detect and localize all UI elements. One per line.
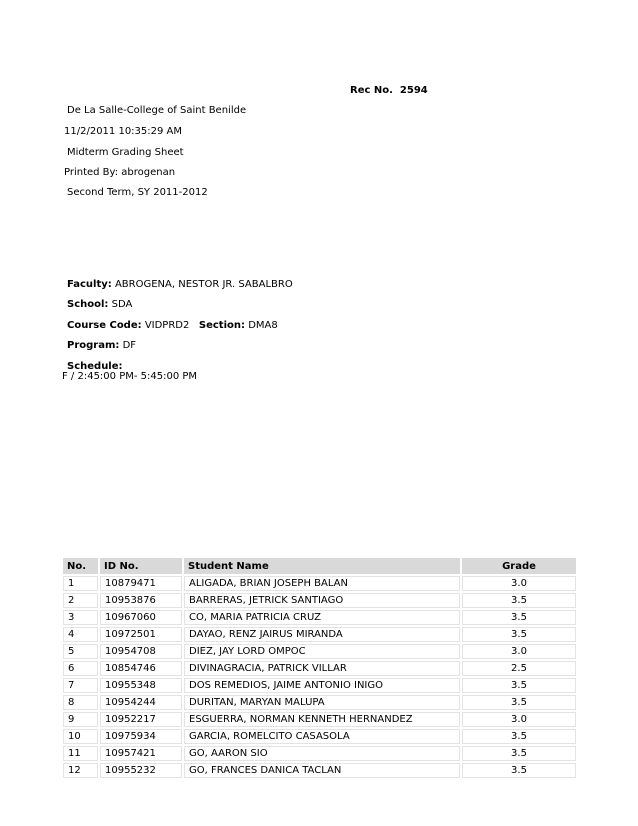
- printed-by-label: Printed By:: [64, 167, 119, 178]
- row-name: CO, MARIA PATRICIA CRUZ: [184, 610, 460, 625]
- program-label: Program:: [67, 340, 120, 351]
- header-id: ID No.: [100, 558, 182, 574]
- row-id: 10954244: [100, 695, 182, 710]
- row-no: 4: [63, 627, 98, 642]
- row-name: DAYAO, RENZ JAIRUS MIRANDA: [184, 627, 460, 642]
- table-row: [63, 576, 576, 591]
- row-no: 1: [63, 576, 98, 591]
- course-code-value: VIDPRD2: [144, 320, 190, 331]
- table-row: [63, 712, 576, 727]
- header-name: Student Name: [184, 558, 460, 574]
- row-name: DURITAN, MARYAN MALUPA: [184, 695, 460, 710]
- rec-number-line: [350, 85, 428, 96]
- row-no: 11: [63, 746, 98, 761]
- school-name: De La Salle-College of Saint Benilde: [67, 105, 247, 116]
- row-id: 10854746: [100, 661, 182, 676]
- row-no: 9: [63, 712, 98, 727]
- print-datetime: 11/2/2011 10:35:29 AM: [64, 126, 183, 137]
- row-grade: 3.5: [462, 627, 576, 642]
- table-row: [63, 661, 576, 676]
- row-no: 3: [63, 610, 98, 625]
- row-grade: 3.5: [462, 610, 576, 625]
- table-row: [63, 763, 576, 778]
- row-name: DIVINAGRACIA, PATRICK VILLAR: [184, 661, 460, 676]
- row-grade: 3.5: [462, 695, 576, 710]
- table-row: [63, 678, 576, 693]
- row-grade: 3.5: [462, 593, 576, 608]
- grades-table: [61, 556, 578, 780]
- row-no: 8: [63, 695, 98, 710]
- faculty-label: Faculty:: [67, 279, 112, 290]
- row-id: 10955232: [100, 763, 182, 778]
- row-id: 10957421: [100, 746, 182, 761]
- table-row: [63, 729, 576, 744]
- row-name: GARCIA, ROMELCITO CASASOLA: [184, 729, 460, 744]
- section-value: DMA8: [248, 320, 278, 331]
- school-value: SDA: [111, 299, 133, 310]
- schedule-value: F / 2:45:00 PM- 5:45:00 PM: [62, 371, 198, 382]
- row-no: 10: [63, 729, 98, 744]
- row-grade: 3.5: [462, 729, 576, 744]
- row-id: 10967060: [100, 610, 182, 625]
- row-id: 10952217: [100, 712, 182, 727]
- faculty-value: ABROGENA, NESTOR JR. SABALBRO: [114, 279, 293, 290]
- row-id: 10953876: [100, 593, 182, 608]
- table-row: [63, 627, 576, 642]
- table-row: [63, 746, 576, 761]
- table-header-row: [63, 558, 576, 574]
- school-line: [67, 299, 132, 310]
- row-no: 12: [63, 763, 98, 778]
- sheet-title: Midterm Grading Sheet: [67, 147, 184, 158]
- course-line: [67, 320, 278, 331]
- section-label: Section:: [198, 320, 245, 331]
- row-grade: 2.5: [462, 661, 576, 676]
- row-grade: 3.0: [462, 576, 576, 591]
- faculty-line: [67, 279, 293, 290]
- rec-label: Rec No.: [350, 85, 393, 96]
- printed-by: [64, 167, 175, 178]
- row-name: ALIGADA, BRIAN JOSEPH BALAN: [184, 576, 460, 591]
- row-id: 10972501: [100, 627, 182, 642]
- row-name: DOS REMEDIOS, JAIME ANTONIO INIGO: [184, 678, 460, 693]
- table-row: [63, 610, 576, 625]
- table-row: [63, 593, 576, 608]
- header-grade: Grade: [462, 558, 576, 574]
- row-id: 10955348: [100, 678, 182, 693]
- table-row: [63, 695, 576, 710]
- row-grade: 3.0: [462, 712, 576, 727]
- row-name: GO, AARON SIO: [184, 746, 460, 761]
- program-line: [67, 340, 136, 351]
- schedule-label: Schedule:: [67, 361, 123, 372]
- printed-by-value: abrogenan: [121, 167, 176, 178]
- row-name: BARRERAS, JETRICK SANTIAGO: [184, 593, 460, 608]
- course-code-label: Course Code:: [67, 320, 142, 331]
- table-row: [63, 644, 576, 659]
- row-id: 10879471: [100, 576, 182, 591]
- row-grade: 3.5: [462, 763, 576, 778]
- row-name: DIEZ, JAY LORD OMPOC: [184, 644, 460, 659]
- row-no: 7: [63, 678, 98, 693]
- row-name: ESGUERRA, NORMAN KENNETH HERNANDEZ: [184, 712, 460, 727]
- row-name: GO, FRANCES DANICA TACLAN: [184, 763, 460, 778]
- row-no: 5: [63, 644, 98, 659]
- row-id: 10954708: [100, 644, 182, 659]
- row-no: 2: [63, 593, 98, 608]
- term: Second Term, SY 2011-2012: [67, 187, 208, 198]
- header-no: No.: [63, 558, 98, 574]
- row-grade: 3.5: [462, 678, 576, 693]
- program-value: DF: [122, 340, 137, 351]
- school-label: School:: [67, 299, 109, 310]
- rec-number: 2594: [399, 85, 428, 96]
- row-grade: 3.5: [462, 746, 576, 761]
- row-grade: 3.0: [462, 644, 576, 659]
- row-id: 10975934: [100, 729, 182, 744]
- row-no: 6: [63, 661, 98, 676]
